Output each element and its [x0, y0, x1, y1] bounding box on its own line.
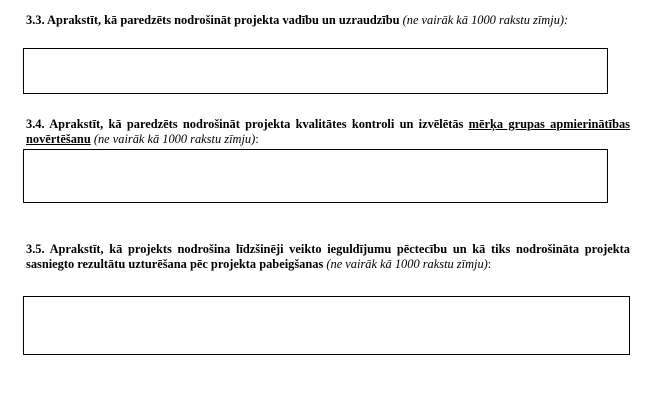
- section-3-4-prompt: [26, 117, 630, 146]
- section-3-4-title-underlined: mērķa grupas apmierinātības novērtēšanu: [26, 117, 631, 146]
- section-3-4-suffix: :: [255, 131, 259, 146]
- section-3-4-note: (ne vairāk kā 1000 rakstu zīmju): [93, 131, 256, 146]
- section-3-3-note: (ne vairāk kā 1000 rakstu zīmju):: [402, 13, 569, 27]
- section-3-5: [26, 242, 630, 271]
- section-3-4-answer-box[interactable]: [23, 149, 608, 203]
- section-3-4-title: 3.4. Aprakstīt, kā paredzēts nodrošināt projekta kvalitātes kontroli un izvēlētās: [26, 117, 469, 131]
- section-3-3-answer-box[interactable]: [23, 48, 608, 94]
- section-3-4: [26, 117, 630, 146]
- section-3-5-title: 3.5. Aprakstīt, kā projekts nodrošina līdzšinēji veikto ieguldījumu pēctecību un kā tiks nodrošināta projekta sasniegto rezultātu uzturēšana pēc projekta pabeigšanas: [26, 242, 630, 271]
- section-3-5-answer-box[interactable]: [23, 296, 630, 355]
- section-3-3: [26, 13, 630, 28]
- section-3-5-suffix: :: [487, 256, 492, 271]
- section-3-5-prompt: [26, 242, 630, 271]
- section-3-5-note: (ne vairāk kā 1000 rakstu zīmju): [326, 256, 488, 271]
- section-3-3-title: 3.3. Aprakstīt, kā paredzēts nodrošināt projekta vadību un uzraudzību: [26, 13, 400, 27]
- section-3-3-prompt: [26, 13, 630, 28]
